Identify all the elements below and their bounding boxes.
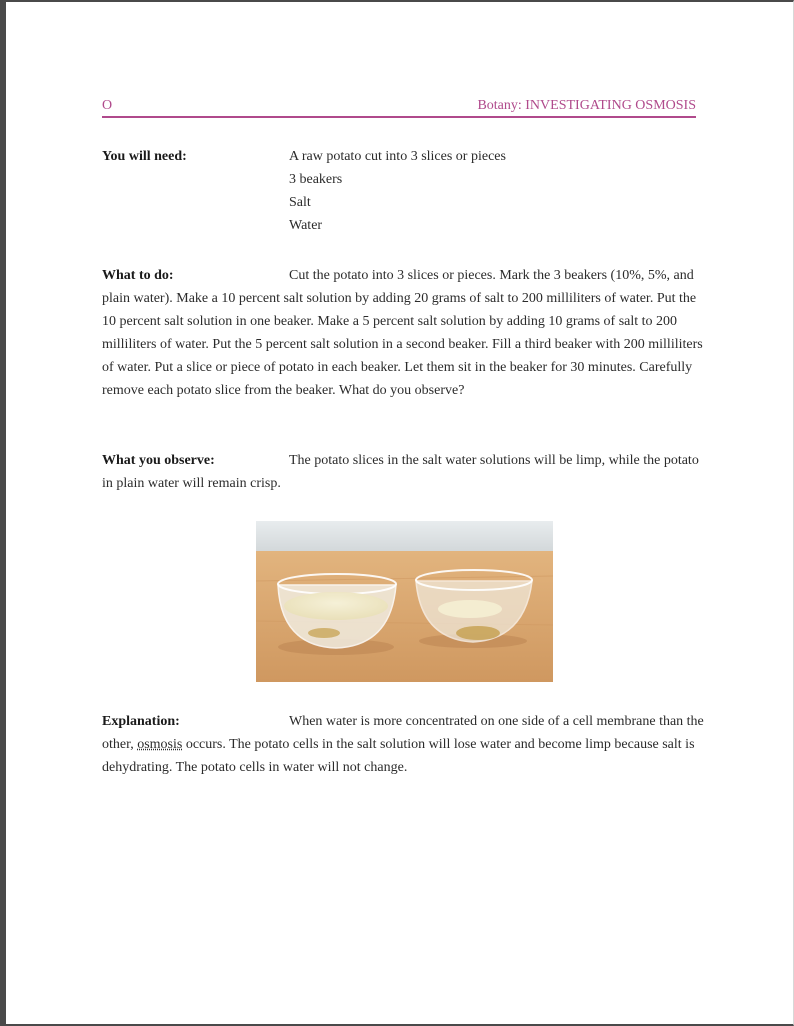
- explanation-section: [102, 710, 706, 779]
- header-mark: O: [102, 98, 113, 113]
- needs-item: A raw potato cut into 3 slices or pieces: [289, 149, 506, 164]
- observe-label: What you observe:: [102, 453, 215, 468]
- explanation-text-before: When water is more concentrated on one side of a cell membrane than the other,: [102, 714, 704, 752]
- needs-list: [289, 145, 506, 237]
- needs-label: You will need:: [102, 149, 187, 164]
- observe-section: [102, 449, 706, 495]
- todo-section: [102, 264, 706, 402]
- todo-text: Cut the potato into 3 slices or pieces. Mark the 3 beakers (10%, 5%, and plain water). Make a 10 percent salt solution by adding 20 grams of salt to 200 milliliters of water. Put the 10 percent salt solution in one beaker. Make a 5 percent salt solution by adding 10 grams of salt to 200 milliliters of water. Put the 5 percent salt solution in a second beaker. Fill a third beaker with 200 milliliters of water. Put a slice or piece of potato in each beaker. Let them sit in the beaker for 30 minutes. Carefully remove each potato slice from the beaker. What do you observe?: [102, 268, 703, 398]
- needs-item: Water: [289, 218, 323, 233]
- todo-label: What to do:: [102, 268, 174, 283]
- needs-item: Salt: [289, 195, 311, 210]
- page-header: [102, 98, 696, 118]
- explanation-label: Explanation:: [102, 714, 180, 729]
- needs-item: 3 beakers: [289, 172, 343, 187]
- potato-bowls-photo: [256, 521, 553, 682]
- header-title: Botany: INVESTIGATING OSMOSIS: [477, 98, 696, 113]
- osmosis-keyword: osmosis: [137, 737, 183, 752]
- observe-text: The potato slices in the salt water solutions will be limp, while the potato in plain water will remain crisp.: [102, 453, 699, 491]
- explanation-text-after: occurs. The potato cells in the salt solution will lose water and become limp because salt is dehydrating. The potato cells in water will not change.: [102, 737, 695, 775]
